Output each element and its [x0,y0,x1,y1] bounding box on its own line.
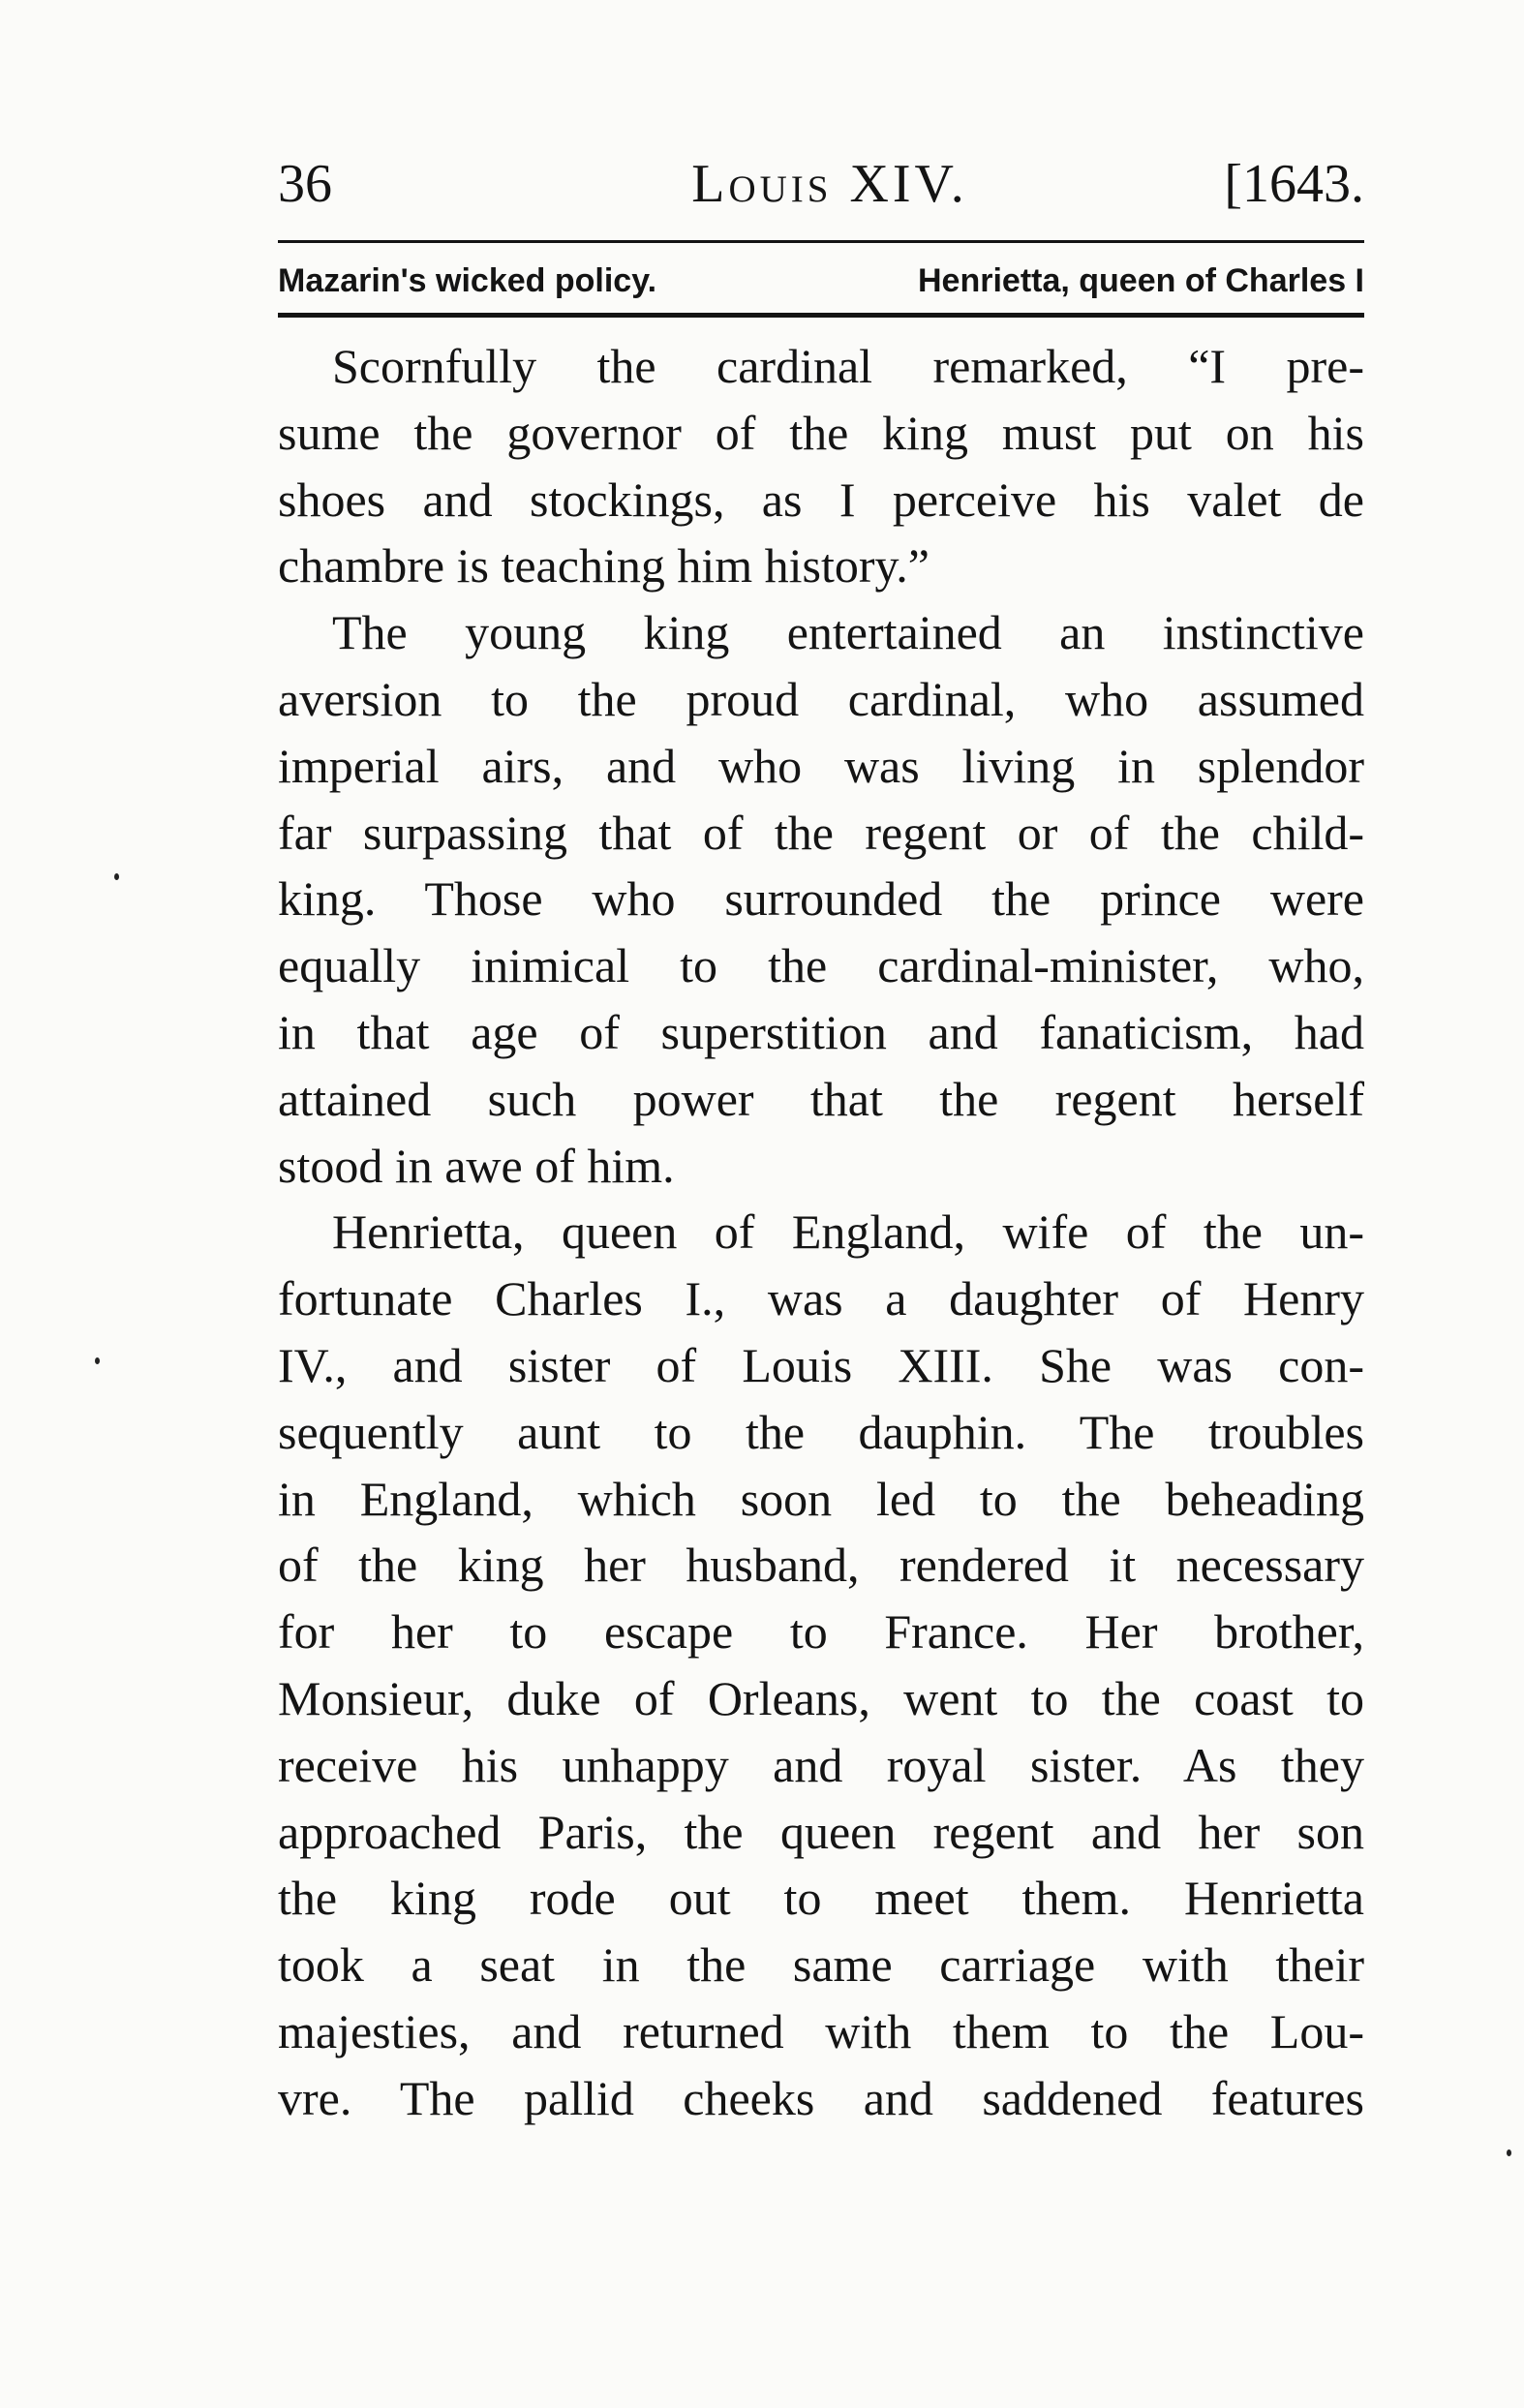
text-line: shoes and stockings, as I perceive his valet de [278,472,1364,527]
text-line: IV., and sister of Louis XIII. She was con- [278,1337,1364,1392]
text-line: king. Those who surrounded the prince were [278,871,1364,927]
running-head [278,145,1364,223]
scan-speck [114,873,119,880]
book-title: Louis XIV. [691,154,968,214]
scan-speck [95,1357,100,1364]
subhead-left: Mazarin's wicked policy. [278,262,657,299]
text-line: majesties, and returned with them to the Lou- [278,2003,1364,2058]
text-line: stood in awe of him. [278,1138,675,1193]
header-rule-bottom [278,313,1364,318]
text-line: fortunate Charles I., was a daughter of Henry [278,1271,1364,1326]
subheads [278,254,1364,308]
paragraph [278,1199,1364,2131]
text-line: the king rode out to meet them. Henrietta [278,1871,1364,1926]
text-line: imperial airs, and who was living in splendor [278,738,1364,793]
subhead-right: Henrietta, queen of Charles I [918,262,1364,299]
paragraph [278,599,1364,1199]
text-line: took a seat in the same carriage with their [278,1937,1364,1993]
text-line: equally inimical to the cardinal-minister, who, [278,938,1364,993]
text-line: of the king her husband, rendered it necessary [278,1538,1364,1593]
text-line: far surpassing that of the regent or of the child- [278,805,1364,860]
year-marker: [1643. [1224,154,1364,214]
text-line: vre. The pallid cheeks and saddened features [278,2070,1364,2125]
text-line: receive his unhappy and royal sister. As they [278,1737,1364,1792]
page-number: 36 [278,154,332,214]
text-line: Monsieur, duke of Orleans, went to the coast to [278,1670,1364,1725]
text-line: approached Paris, the queen regent and her son [278,1804,1364,1859]
text-line: attained such power that the regent herself [278,1071,1364,1126]
text-line: in that age of superstition and fanaticism, had [278,1004,1364,1059]
text-line: Henrietta, queen of England, wife of the un- [332,1204,1364,1260]
text-line: chambre is teaching him history.” [278,538,930,594]
text-line: sequently aunt to the dauphin. The troubles [278,1404,1364,1459]
paragraph [278,333,1364,599]
scan-speck [1507,2149,1511,2156]
body-text [278,333,1364,2134]
text-line: Scornfully the cardinal remarked, “I pre- [332,339,1364,393]
text-line: in England, which soon led to the beheading [278,1471,1364,1526]
header-rule-top [278,240,1364,243]
text-line: The young king entertained an instinctive [332,605,1364,660]
text-line: sume the governor of the king must put on his [278,405,1364,460]
text-line: for her to escape to France. Her brother, [278,1604,1364,1660]
text-line: aversion to the proud cardinal, who assumed [278,671,1364,726]
